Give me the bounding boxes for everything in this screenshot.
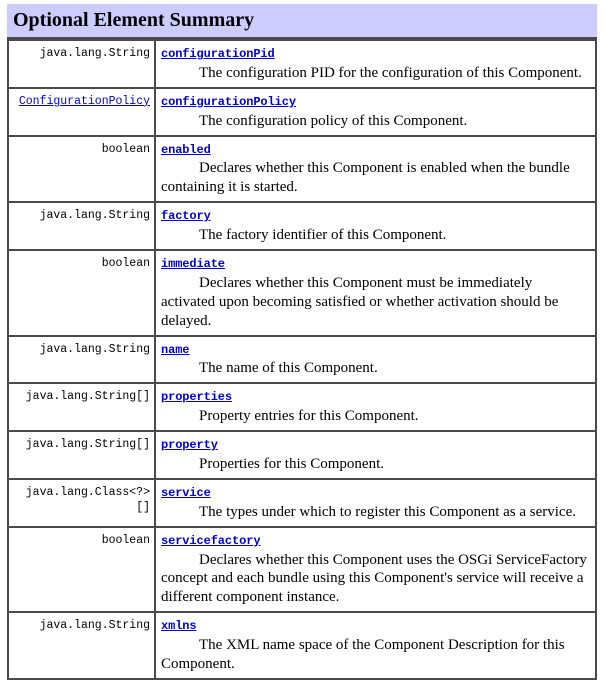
element-type-text: boolean: [101, 142, 150, 156]
element-type-cell: [8, 136, 155, 203]
element-type-cell: [8, 527, 155, 613]
element-name-link[interactable]: factory: [161, 209, 211, 224]
element-description-cell: [155, 431, 596, 479]
element-name-link[interactable]: xmlns: [161, 619, 197, 634]
element-description-cell: [155, 88, 596, 136]
table-row: [8, 136, 596, 203]
optional-element-summary-table: [7, 4, 597, 680]
element-type-text: java.lang.String: [39, 342, 150, 356]
element-type-text: java.lang.String[]: [25, 390, 150, 404]
element-type-cell: [8, 336, 155, 384]
element-type-text: java.lang.String: [39, 619, 150, 633]
table-row: [8, 383, 596, 431]
table-row: [8, 88, 596, 136]
element-type-cell: [8, 383, 155, 431]
element-description-text: Declares whether this Component is enabled when the bundle containing it is started.: [161, 160, 570, 196]
element-description-cell: [155, 202, 596, 250]
element-type-text: java.lang.String: [39, 209, 150, 223]
element-type-text: java.lang.String: [39, 47, 150, 60]
element-name-link[interactable]: properties: [161, 390, 233, 405]
element-description-cell: [155, 612, 596, 679]
element-type-cell: [8, 612, 155, 679]
element-description-text: The XML name space of the Component Description for this Component.: [161, 637, 565, 673]
element-description-text: The configuration PID for the configuration of this Component.: [199, 64, 582, 81]
element-description-cell: [155, 383, 596, 431]
element-name-link[interactable]: configurationPid: [161, 47, 275, 61]
table-row: [8, 612, 596, 679]
element-type-cell: [8, 40, 155, 88]
element-name-link[interactable]: name: [161, 342, 190, 357]
element-type-text: boolean: [101, 533, 150, 547]
element-description-text: The name of this Component.: [199, 360, 378, 377]
element-description-text: Properties for this Component.: [199, 456, 384, 473]
element-name-link[interactable]: property: [161, 438, 218, 453]
element-description-cell: [155, 40, 596, 88]
element-description-cell: [155, 250, 596, 336]
table-row: [8, 202, 596, 250]
table-row: [8, 479, 596, 527]
element-type-text: java.lang.String[]: [25, 438, 150, 452]
element-description-text: The factory identifier of this Component.: [199, 227, 447, 244]
element-type-link[interactable]: ConfigurationPolicy: [18, 94, 150, 108]
table-row: [8, 527, 596, 613]
table-row: [8, 336, 596, 384]
element-type-cell: [8, 202, 155, 250]
element-description-text: Declares whether this Component uses the OSGi ServiceFactory concept and each bundle using this Component's service will receive a different component instance.: [161, 551, 587, 606]
element-type-cell: [8, 479, 155, 527]
element-type-text: boolean: [101, 257, 150, 271]
element-name-link[interactable]: servicefactory: [161, 533, 261, 548]
element-description-text: Declares whether this Component must be immediately activated upon becoming satisfied or whether activation should be delayed.: [161, 274, 559, 329]
element-description-text: Property entries for this Component.: [199, 408, 419, 425]
element-description-cell: [155, 479, 596, 527]
element-type-text: java.lang.Class<?>[]: [25, 485, 150, 515]
element-type-cell: [8, 88, 155, 136]
table-body: [8, 40, 596, 679]
element-name-link[interactable]: immediate: [161, 257, 225, 272]
table-row: [8, 40, 596, 88]
table-caption: Optional Element Summary: [7, 4, 597, 39]
table-row: [8, 431, 596, 479]
element-description-cell: [155, 527, 596, 613]
element-type-cell: [8, 431, 155, 479]
element-description-cell: [155, 336, 596, 384]
element-description-cell: [155, 136, 596, 203]
element-name-link[interactable]: configurationPolicy: [161, 94, 296, 109]
table-row: [8, 250, 596, 336]
element-name-link[interactable]: enabled: [161, 142, 211, 157]
element-description-text: The configuration policy of this Component.: [199, 112, 468, 129]
element-type-cell: [8, 250, 155, 336]
element-description-text: The types under which to register this Component as a service.: [199, 503, 576, 520]
element-name-link[interactable]: service: [161, 485, 211, 500]
